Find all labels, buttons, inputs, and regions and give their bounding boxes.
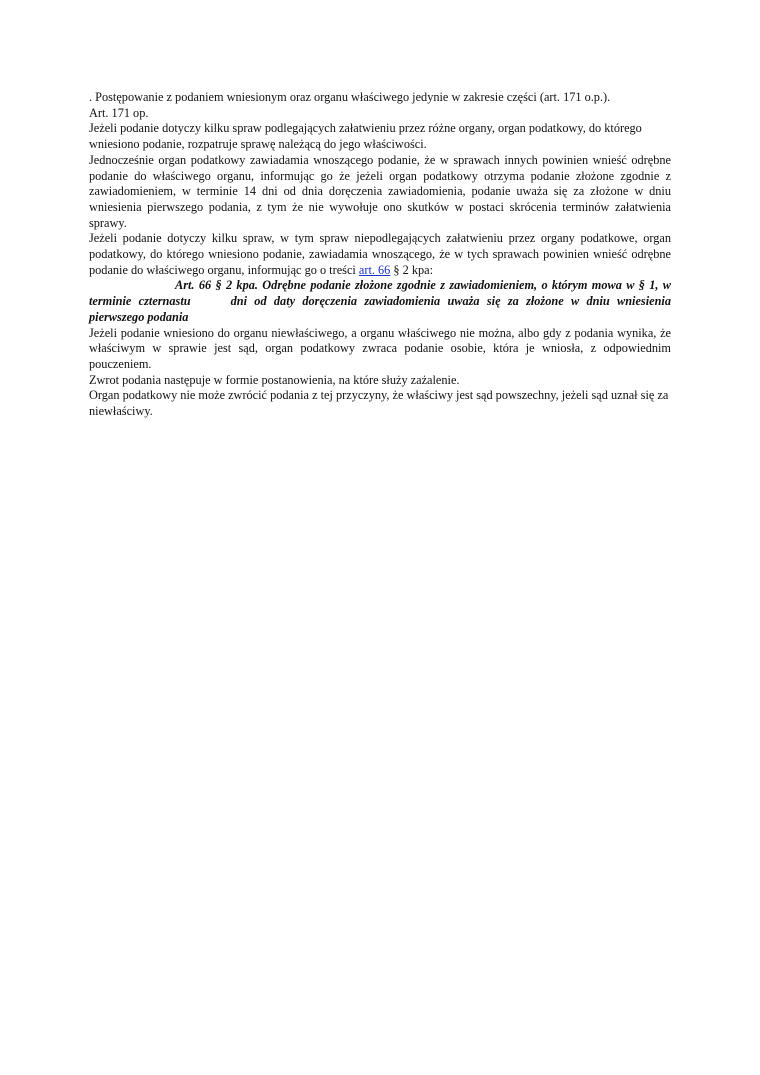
paragraph-return-form: Zwrot podania następuje w formie postanowienia, na które służy zażalenie. (89, 372, 460, 387)
paragraph-art171-3 (89, 231, 671, 278)
art-66-link[interactable]: art. 66 (358, 262, 391, 277)
paragraph-art171-1: Jeżeli podanie dotyczy kilku spraw podlegających załatwieniu przez różne organy, organ podatkowy, do którego wniesiono podanie, rozpatruje sprawę należącą do jego właściwości. (89, 121, 642, 152)
paragraph-art171-3-tail: § 2 kpa: (390, 262, 434, 277)
paragraph-intro: . Postępowanie z podaniem wniesionym oraz organu właściwego jedynie w zakresie części (art. 171 o.p.). (89, 90, 611, 104)
paragraph-art171-2: Jednocześnie organ podatkowy zawiadamia wnoszącego podanie, że w sprawach innych powinien wnieść odrębne podanie do właściwego organu, informując go że jeżeli organ podatkowy otrzyma podanie złożone zgodnie z zawiadomieniem, w terminie 14 dni od dnia doręczenia zawiadomienia, podanie uważa się za złożone w dniu wniesienia pierwszego podania, z tym że nie wywołuje ono skutków w postaci skrócenia terminów załatwienia sprawy. (89, 152, 671, 230)
paragraph-return: Jeżeli podanie wniesiono do organu niewłaściwego, a organu właściwego nie można, albo gdy z podania wynika, że właściwym w sprawie jest sąd, organ podatkowy zwraca podanie osobie, która je wniosła, z odpowiednim pouczeniem. (89, 325, 671, 371)
article-heading: Art. 171 op. (89, 105, 149, 120)
quote-text-part2: dni od daty doręczenia zawiadomienia uważa się za złożone w dniu wniesienia pierwszego podania (89, 294, 671, 324)
paragraph-art171-3-text: Jeżeli podanie dotyczy kilku spraw, w tym spraw niepodlegających załatwieniu przez organy podatkowe, organ podatkowy, do którego wniesiono podanie, zawiadamia wnoszącego, że w tych sprawach powinien wnieść odrębne podanie do właściwego organu, informując go o treści (89, 231, 671, 277)
paragraph-court: Organ podatkowy nie może zwrócić podania z tej przyczyny, że właściwy jest sąd powszechny, jeżeli sąd uznał się za niewłaściwy. (89, 388, 669, 419)
quote-text-part1: Art. 66 § 2 kpa. Odrębne podanie złożone zgodnie z zawiadomieniem, o którym mowa w § 1, w terminie czternastu (89, 278, 671, 309)
document-body (89, 90, 671, 420)
art-66-quote (89, 278, 671, 325)
